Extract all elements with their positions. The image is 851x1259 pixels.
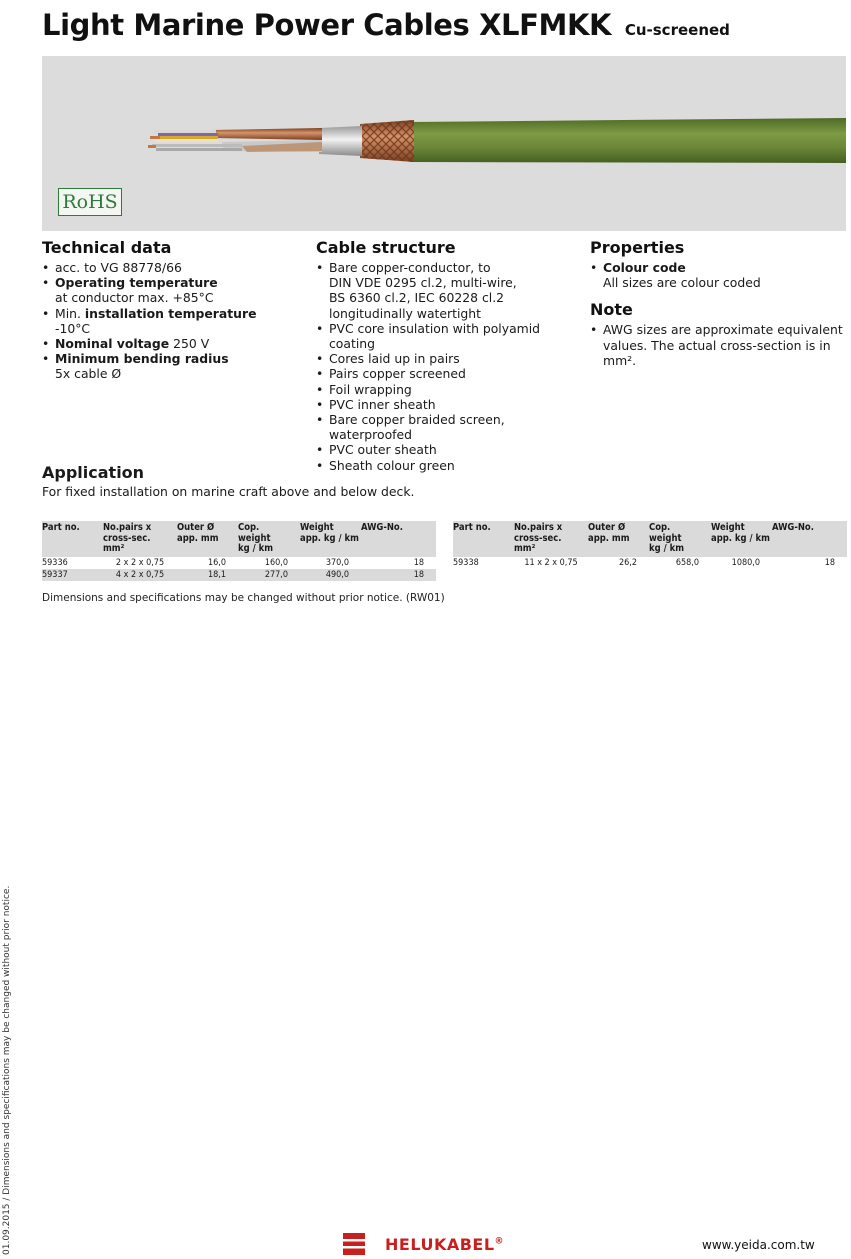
spec-item: • Nominal voltage 250 V (42, 336, 304, 351)
property-item: • Colour code All sizes are colour coded (590, 260, 846, 290)
structure-item: • Bare copper braided screen, waterproofed (316, 412, 578, 442)
note-heading: Note (590, 300, 633, 320)
outer-sheath (410, 118, 846, 163)
title-main: Light Marine Power Cables XLFMKK (42, 8, 612, 42)
cable-structure-list (316, 260, 578, 473)
screened-pair (212, 128, 322, 140)
structure-item: • Pairs copper screened (316, 366, 578, 381)
col-header-outer: Outer Ø app. mm (588, 521, 649, 557)
application-section (42, 463, 822, 500)
cable-photo (42, 56, 846, 231)
table-row: 59338 11 x 2 x 0,75 26,2 658,0 1080,0 18 (453, 557, 835, 568)
spec-item: • Min. installation temperature -10°C (42, 306, 304, 336)
col-header-awg: AWG-No. (772, 521, 847, 557)
spec-item: • Operating temperature at conductor max. +85°C (42, 275, 304, 305)
cable-illustration (42, 56, 846, 231)
structure-item: • Bare copper-conductor, to DIN VDE 0295 cl.2, multi-wire, BS 6360 cl.2, IEC 60228 cl.2 longitudinally watertight (316, 260, 578, 321)
page-title (42, 8, 730, 42)
brand-name: HELUKABEL® (385, 1234, 505, 1254)
table-row: 59336 2 x 2 x 0,75 16,0 160,0 370,0 18 (42, 557, 424, 568)
helukabel-logo (343, 1233, 504, 1255)
website-url[interactable]: www.yeida.com.tw (702, 1238, 815, 1252)
footnote: Dimensions and specifications may be changed without prior notice. (RW01) (42, 592, 445, 604)
col-header-part: Part no. (42, 521, 103, 557)
structure-item: • PVC core insulation with polyamid coating (316, 321, 578, 351)
table-row: 59337 4 x 2 x 0,75 18,1 277,0 490,0 18 (42, 569, 436, 581)
cable-structure-section (316, 238, 578, 473)
table-header-row (453, 521, 847, 557)
note-list (590, 322, 846, 368)
structure-item: • Foil wrapping (316, 382, 578, 397)
title-subtitle: Cu-screened (624, 21, 730, 39)
application-text: For fixed installation on marine craft above and below deck. (42, 484, 415, 499)
core-violet (158, 133, 218, 136)
helukabel-logo-icon (343, 1233, 365, 1255)
structure-item: • Sheath colour green (316, 458, 578, 473)
properties-section (590, 238, 846, 368)
spec-item: • Minimum bending radius 5x cable Ø (42, 351, 304, 381)
structure-item: • Cores laid up in pairs (316, 351, 578, 366)
side-disclaimer: 01.09.2015 / Dimensions and specifications may be changed without prior notice. (2, 885, 12, 1255)
rohs-badge: RoHS (58, 188, 122, 216)
properties-heading: Properties (590, 238, 685, 257)
col-header-outer: Outer Ø app. mm (177, 521, 238, 557)
col-header-weight: Weight app. kg / km (300, 521, 361, 557)
col-header-awg: AWG-No. (361, 521, 436, 557)
properties-list (590, 260, 846, 290)
structure-item: • PVC outer sheath (316, 442, 578, 457)
col-header-cop: Cop. weight kg / km (238, 521, 300, 557)
application-heading: Application (42, 463, 145, 482)
technical-data-list (42, 260, 304, 382)
note-item: • AWG sizes are approximate equivalent values. The actual cross-section is in mm². (590, 322, 846, 368)
spec-table-right (453, 521, 847, 569)
inner-sheath (319, 126, 362, 156)
col-header-cop: Cop. weight kg / km (649, 521, 711, 557)
col-header-part: Part no. (453, 521, 514, 557)
col-header-pairs: No.pairs x cross-sec. mm² (103, 521, 177, 557)
col-header-weight: Weight app. kg / km (711, 521, 772, 557)
structure-item: • PVC inner sheath (316, 397, 578, 412)
table-header-row (42, 521, 436, 557)
technical-data-heading: Technical data (42, 238, 172, 257)
core-yellow (158, 136, 218, 139)
cable-structure-heading: Cable structure (316, 238, 456, 257)
spec-item: • acc. to VG 88778/66 (42, 260, 304, 275)
spec-table-left (42, 521, 436, 581)
technical-data-section (42, 238, 304, 382)
col-header-pairs: No.pairs x cross-sec. mm² (514, 521, 588, 557)
